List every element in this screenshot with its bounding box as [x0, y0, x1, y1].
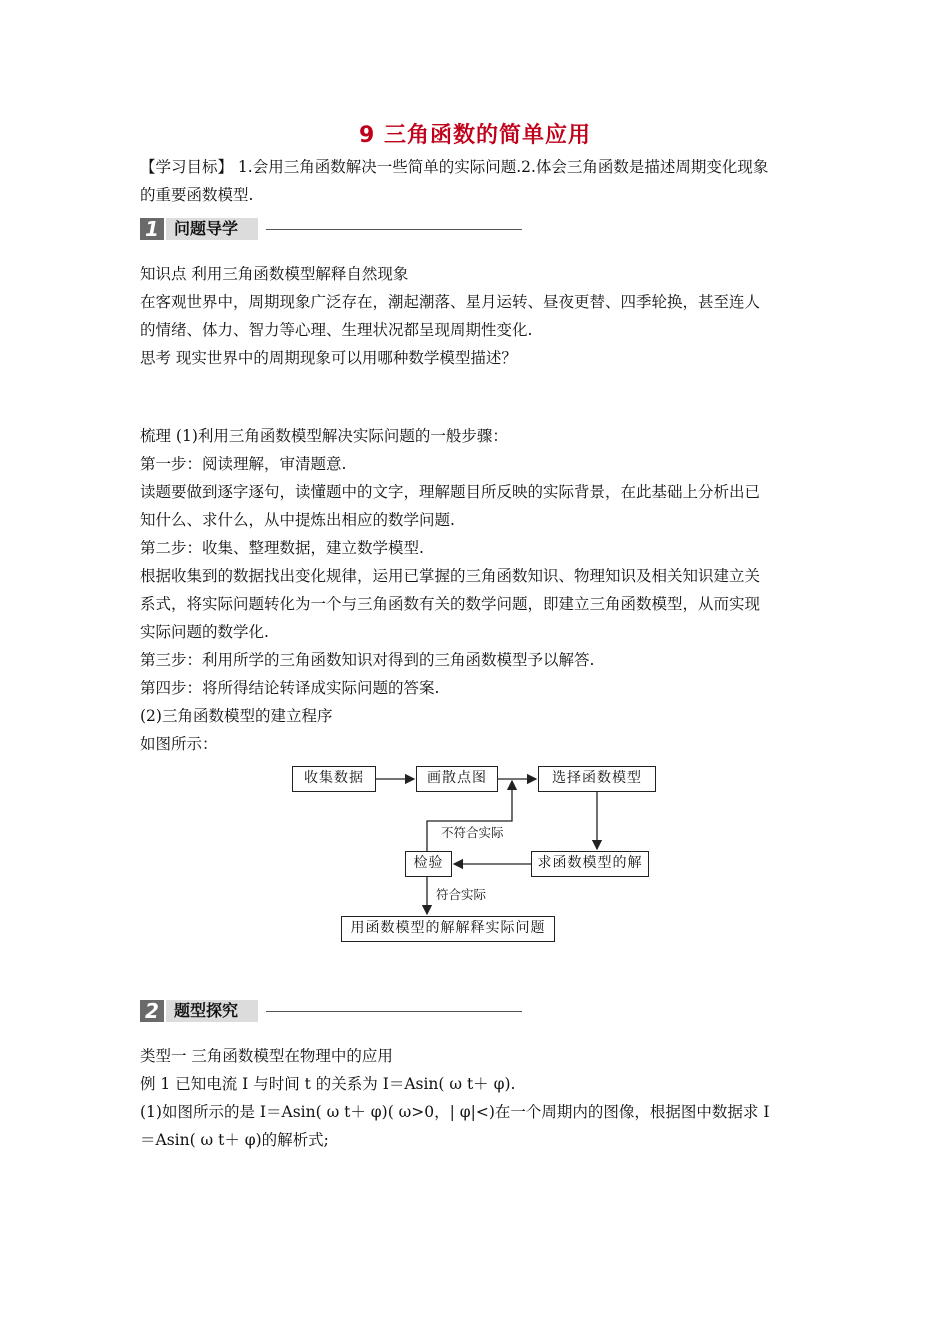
example-1-statement: 例 1 已知电流 I 与时间 t 的关系为 I＝Asin( ω t＋ φ).: [140, 1075, 516, 1093]
summary-line-8: 实际问题的数学化.: [140, 623, 269, 641]
knowledge-paragraph-line-1: 在客观世界中，周期现象广泛存在，潮起潮落、星月运转、昼夜更替、四季轮换，甚至连人: [140, 293, 761, 311]
summary-line-11: (2)三角函数模型的建立程序: [140, 707, 333, 725]
section-number-badge: 1: [140, 218, 164, 240]
section-header-problem-types: [140, 1000, 525, 1022]
flow-step-solve-model: 求函数模型的解: [531, 851, 649, 877]
learning-objectives-line-2: 的重要函数模型.: [140, 186, 254, 204]
summary-line-9: 第三步：利用所学的三角函数知识对得到的三角函数模型予以解答.: [140, 651, 595, 669]
summary-line-3: 读题要做到逐字逐句，读懂题中的文字，理解题目所反映的实际背景，在此基础上分析出已: [140, 483, 761, 501]
section-number-badge: 2: [140, 1000, 164, 1022]
learning-objectives-line-1: 【学习目标】 1.会用三角函数解决一些简单的实际问题.2.体会三角函数是描述周期变化现象: [140, 158, 769, 176]
problem-type-heading: 类型一 三角函数模型在物理中的应用: [140, 1047, 393, 1065]
section-label: 题型探究: [166, 1000, 258, 1022]
summary-line-7: 系式，将实际问题转化为一个与三角函数有关的数学问题，即建立三角函数模型，从而实现: [140, 595, 761, 613]
summary-line-2: 第一步：阅读理解，审清题意.: [140, 455, 347, 473]
flow-step-interpret: 用函数模型的解解释实际问题: [341, 916, 555, 942]
example-1-question-line-1: (1)如图所示的是 I＝Asin( ω t＋ φ)( ω>0，| φ|<)在一个周期内的图像，根据图中数据求 I: [140, 1103, 770, 1121]
flow-step-draw-scatter: 画散点图: [416, 766, 498, 792]
page-title: 9 三角函数的简单应用: [359, 123, 591, 148]
flow-step-choose-model: 选择函数模型: [538, 766, 656, 792]
section-divider: [266, 1011, 522, 1012]
think-question: 思考 现实世界中的周期现象可以用哪种数学模型描述？: [140, 349, 517, 367]
flow-label-not-fit: 不符合实际: [441, 825, 504, 840]
summary-line-10: 第四步：将所得结论转译成实际问题的答案.: [140, 679, 440, 697]
summary-line-1: 梳理 (1)利用三角函数模型解决实际问题的一般步骤：: [140, 427, 508, 445]
summary-line-5: 第二步：收集、整理数据，建立数学模型.: [140, 539, 424, 557]
summary-line-6: 根据收集到的数据找出变化规律，运用已掌握的三角函数知识、物理知识及相关知识建立关: [140, 567, 761, 585]
summary-line-12: 如图所示：: [140, 735, 218, 753]
flow-step-collect-data: 收集数据: [292, 766, 376, 792]
section-label: 问题导学: [166, 218, 258, 240]
flow-label-fit: 符合实际: [436, 887, 487, 902]
knowledge-heading: 知识点 利用三角函数模型解释自然现象: [140, 265, 409, 283]
knowledge-paragraph-line-2: 的情绪、体力、智力等心理、生理状况都呈现周期性变化.: [140, 321, 533, 339]
example-1-question-line-2: ＝Asin( ω t＋ φ)的解析式;: [140, 1131, 329, 1149]
flow-step-check: 检验: [405, 851, 452, 877]
summary-line-4: 知什么、求什么，从中提炼出相应的数学问题.: [140, 511, 455, 529]
